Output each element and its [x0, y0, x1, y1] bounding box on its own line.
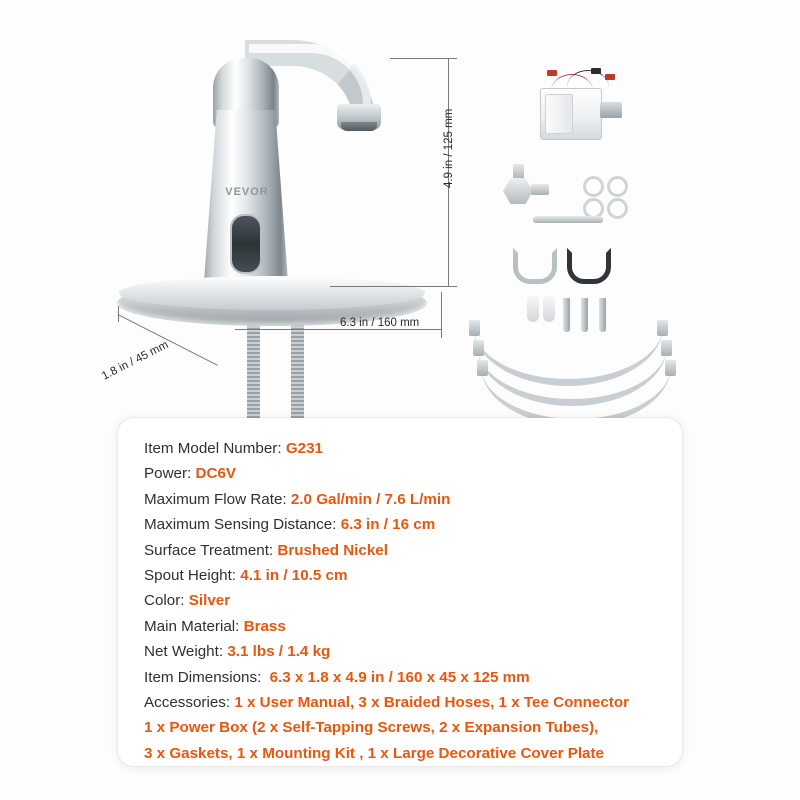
- tee-connector-inlet: [513, 164, 524, 180]
- wire-connector-black-icon: [591, 68, 601, 74]
- expansion-tube: [543, 296, 555, 322]
- gasket: [583, 176, 604, 197]
- spec-value: 4.1 in / 10.5 cm: [240, 567, 348, 585]
- spec-label: Maximum Sensing Distance:: [144, 516, 337, 534]
- spec-value: Brass: [243, 617, 286, 635]
- height-extension-line-top: [390, 58, 448, 59]
- spec-row-accessories: [144, 690, 656, 766]
- spec-value: 6.3 in / 16 cm: [340, 516, 436, 534]
- wire-connector-red2-icon: [605, 74, 615, 80]
- gasket: [607, 176, 628, 197]
- spec-label: Main Material:: [144, 617, 240, 635]
- tee-connector: [503, 172, 549, 206]
- mounting-clip-black: [567, 248, 611, 284]
- braided-hose-fitting: [473, 340, 484, 356]
- mounting-rod: [533, 216, 603, 223]
- specification-list: [144, 436, 656, 766]
- spec-value-accessories-line1: 1 x User Manual, 3 x Braided Hoses, 1 x Tee Connector: [234, 694, 630, 712]
- spec-row-main-material: [144, 614, 656, 639]
- spec-value-accessories-line3: 3 x Gaskets, 1 x Mounting Kit , 1 x Large Decorative Cover Plate: [144, 744, 605, 762]
- braided-hose-fitting: [469, 320, 480, 336]
- braided-hose-fitting: [657, 320, 668, 336]
- sensor-window: [230, 214, 262, 274]
- spec-label: Item Model Number:: [144, 440, 282, 457]
- depth-dimension-label: 1.8 in / 45 mm: [100, 338, 171, 383]
- spec-row-net-weight: [144, 639, 656, 664]
- width-dimension-line: [235, 329, 441, 330]
- height-extension-line-bottom: [330, 286, 448, 287]
- spec-row-power: [144, 461, 656, 486]
- tee-connector-body: [503, 178, 533, 204]
- spec-value-accessories-line2: 1 x Power Box (2 x Self-Tapping Screws, 2 x Expansion Tubes),: [144, 719, 599, 737]
- faucet-spout-outlet: [341, 122, 377, 131]
- spec-row-item-dimensions: [144, 665, 656, 690]
- spec-value: Silver: [188, 592, 231, 610]
- spec-label: Spout Height:: [144, 567, 237, 585]
- accessories-illustration: [455, 40, 715, 400]
- spec-value: 2.0 Gal/min / 7.6 L/min: [290, 490, 451, 508]
- spec-label: Surface Treatment:: [144, 541, 274, 559]
- power-box-battery-door: [545, 94, 573, 134]
- specification-card: [118, 418, 682, 766]
- width-dimension-label: 6.3 in / 160 mm: [340, 317, 420, 329]
- spec-value: DC6V: [195, 465, 237, 483]
- spec-row-spout-height: [144, 563, 656, 588]
- spec-label: Color:: [144, 592, 185, 610]
- deck-cover-plate-top: [119, 276, 425, 310]
- spec-value: G231: [285, 440, 323, 457]
- depth-dimension-tick-left: [118, 306, 119, 322]
- spec-value: 3.1 lbs / 1.4 kg: [227, 643, 331, 661]
- spec-label: Net Weight:: [144, 643, 224, 661]
- mounting-clip-metal: [513, 248, 557, 284]
- braided-hose: [481, 366, 671, 426]
- spec-label: Power:: [144, 465, 192, 483]
- expansion-tube: [527, 296, 539, 322]
- height-dimension-label: 4.9 in / 125 mm: [443, 108, 455, 188]
- braided-hose-fitting: [477, 360, 488, 376]
- wire-connector-red-icon: [547, 70, 557, 76]
- spec-label: Item Dimensions:: [144, 668, 262, 686]
- spec-row-sensing-distance: [144, 512, 656, 537]
- spec-value: 6.3 x 1.8 x 4.9 in / 160 x 45 x 125 mm: [269, 668, 530, 686]
- spec-row-surface-treatment: [144, 538, 656, 563]
- spec-value: Brushed Nickel: [277, 541, 388, 559]
- spec-row-model: [144, 436, 656, 461]
- spec-label: Maximum Flow Rate:: [144, 490, 287, 508]
- mounting-shank: [291, 318, 304, 430]
- gasket: [607, 198, 628, 219]
- spec-row-flow-rate: [144, 487, 656, 512]
- black-wire: [567, 70, 609, 87]
- spec-label: Accessories:: [144, 694, 231, 712]
- tee-connector-outlet: [531, 184, 549, 195]
- power-box-water-port: [600, 102, 622, 118]
- mounting-shank: [247, 318, 260, 430]
- braided-hose-fitting: [661, 340, 672, 356]
- brand-logo: VEVOR: [225, 186, 269, 198]
- width-dimension-tick-right: [441, 292, 442, 338]
- braided-hose-fitting: [665, 360, 676, 376]
- spec-row-color: [144, 588, 656, 613]
